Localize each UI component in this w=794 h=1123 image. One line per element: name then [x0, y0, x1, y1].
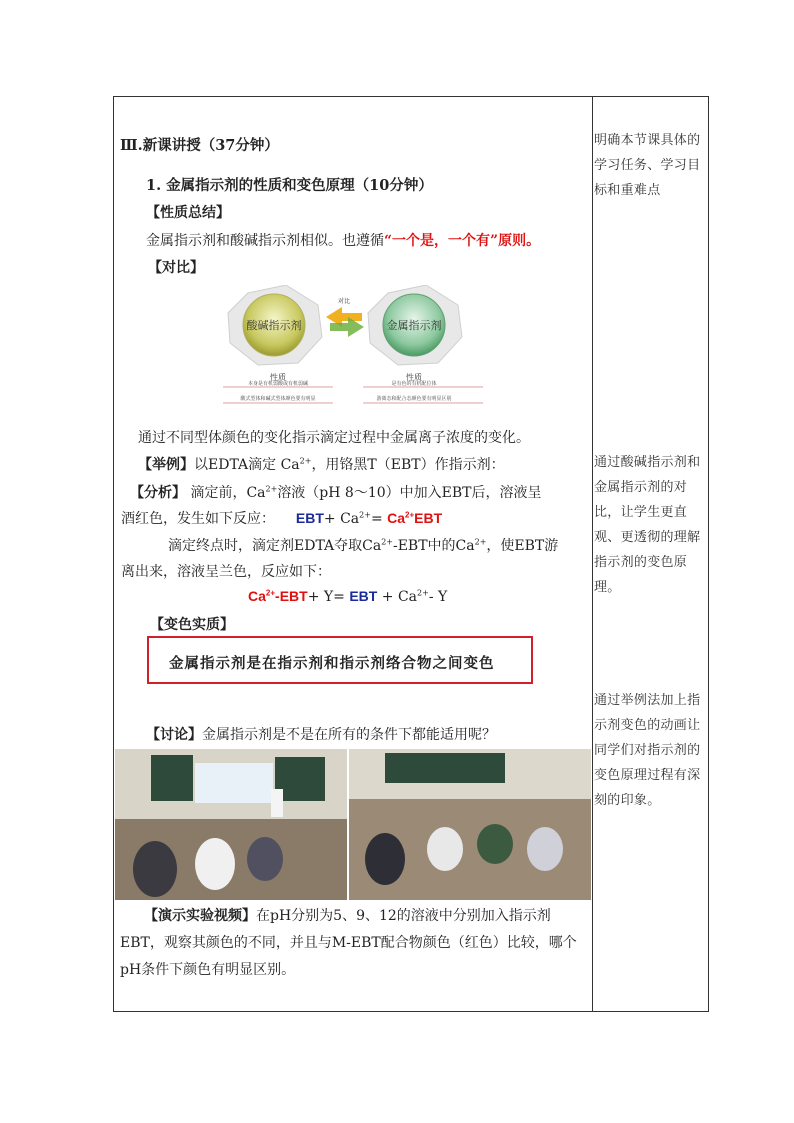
discuss-text: 金属指示剂是不是在所有的条件下都能适用呢？: [202, 727, 496, 743]
essence-text: 金属指示剂是在指示剂和指示剂络合物之间变色: [169, 655, 495, 672]
endpoint-line1: [168, 535, 558, 555]
eq2-end: - Y: [428, 589, 448, 605]
eq2-ebt2: EBT: [349, 588, 378, 604]
eq1-prod-ebt: EBT: [414, 510, 443, 526]
charge-sup: 2+: [265, 484, 278, 494]
photo-left-student: [133, 841, 177, 897]
essence-tag: 【变色实质】: [150, 617, 234, 633]
section-title: Ⅲ.新课讲授（37分钟）: [120, 137, 279, 154]
left-line1-text: 本身是有机弱酸或有机弱碱: [247, 381, 309, 387]
analysis-line2: [121, 508, 442, 528]
endpoint-line1b: -EBT中的Ca: [392, 538, 475, 554]
left-sub: 性质: [270, 373, 286, 382]
equation-2: [248, 588, 447, 605]
left-circle-label: 酸碱指示剂: [246, 319, 302, 332]
photo-left-board: [151, 755, 193, 801]
eq1-eq: =: [370, 511, 383, 527]
summary-line: [146, 230, 540, 250]
charge-sup: 2+: [265, 588, 276, 598]
photo-right-student: [427, 827, 463, 871]
charge-sup: 2+: [359, 510, 371, 520]
comparison-diagram: [218, 285, 498, 415]
photo-left-student: [195, 838, 235, 890]
summary-rule: “一个是，一个有”原则。: [384, 233, 541, 249]
eq2-mid: + Y=: [307, 589, 345, 605]
charge-sup: 2+: [474, 537, 487, 547]
right-sub: 性质: [406, 373, 422, 382]
endpoint-line2: 离出来，溶液呈兰色，反应如下：: [121, 564, 331, 580]
analysis-line: [130, 482, 542, 502]
eq1-ebt: EBT: [295, 510, 324, 526]
analysis-line2-text: 酒红色，发生如下反应：: [121, 511, 275, 527]
arrow-label: 对比: [337, 298, 351, 305]
eq1-plus: + Ca: [323, 511, 360, 527]
endpoint-line1c: ，使EBT游: [486, 538, 559, 554]
section-subtitle: 1. 金属指示剂的性质和变色原理（10分钟）: [146, 177, 433, 194]
discuss-line: [146, 724, 496, 744]
charge-sup: 2+: [417, 588, 429, 598]
endpoint-line1a: 滴定终点时，滴定剂EDTA夺取Ca: [168, 538, 382, 554]
compare-tag: 【对比】: [148, 260, 204, 276]
example-text2: ，用铬黑T（EBT）作指示剂：: [311, 457, 505, 473]
charge-sup: 2+: [405, 510, 415, 520]
charge-sup: 2+: [381, 537, 393, 547]
change-text: 通过不同型体颜色的变化指示滴定过程中金属离子浓度的变化。: [138, 430, 530, 446]
eq1-prod-ca: Ca: [387, 510, 406, 526]
video-text: 在pH分别为5、9、12的溶液中分别加入指示剂EBT，观察其颜色的不同，并且与M-EBT配合物颜色（红色）比较，哪个pH条件下颜色有明显区别。: [120, 908, 577, 978]
example-line: [138, 454, 505, 474]
photo-left-screen: [195, 763, 273, 803]
eq2-ebt: -EBT: [275, 588, 308, 604]
right-line1-text: 是有色的有机配位体: [391, 381, 437, 387]
summary-tag: 【性质总结】: [146, 205, 230, 221]
video-tag: 【演示实验视频】: [144, 908, 256, 924]
right-line2-text: 游离态和配合态颜色要有明显区别: [376, 396, 452, 402]
right-circle-label: 金属指示剂: [386, 319, 442, 332]
example-text: 以EDTA滴定 Ca: [194, 457, 300, 473]
analysis-tag: 【分析】: [130, 485, 186, 501]
example-tag: 【举例】: [138, 457, 194, 473]
left-line2-text: 酸式型体和碱式型体颜色要有明显: [240, 396, 316, 402]
photo-left-student: [247, 837, 283, 881]
classroom-photos: [115, 749, 591, 900]
photo-right-board: [385, 753, 505, 783]
sidebar-note-1: 明确本节课具体的学习任务、学习目标和重难点: [594, 133, 701, 198]
photo-right-student: [477, 824, 513, 864]
photo-right-student: [527, 827, 563, 871]
eq2-tail: + Ca: [381, 589, 418, 605]
video-paragraph: [120, 903, 590, 984]
discuss-tag: 【讨论】: [146, 727, 202, 743]
column-divider: [592, 96, 593, 1012]
eq2-ca: Ca: [248, 588, 266, 604]
essence-box: [147, 636, 533, 684]
analysis-line1b: 溶液（pH 8～10）中加入EBT后，溶液呈: [277, 485, 542, 501]
charge-sup: 2+: [299, 456, 312, 466]
photo-right-student: [365, 833, 405, 885]
sidebar-note-3: 通过举例法加上指示剂变色的动画让同学们对指示剂的变色原理过程有深刻的印象。: [594, 693, 701, 808]
analysis-line1a: 滴定前，Ca: [186, 485, 266, 501]
sidebar-note-2: 通过酸碱指示剂和金属指示剂的对比，让学生更直观、更透彻的理解指示剂的变色原理。: [594, 455, 701, 595]
photo-left-teacher: [271, 789, 283, 817]
summary-text: 金属指示剂和酸碱指示剂相似。也遵循: [146, 233, 384, 249]
